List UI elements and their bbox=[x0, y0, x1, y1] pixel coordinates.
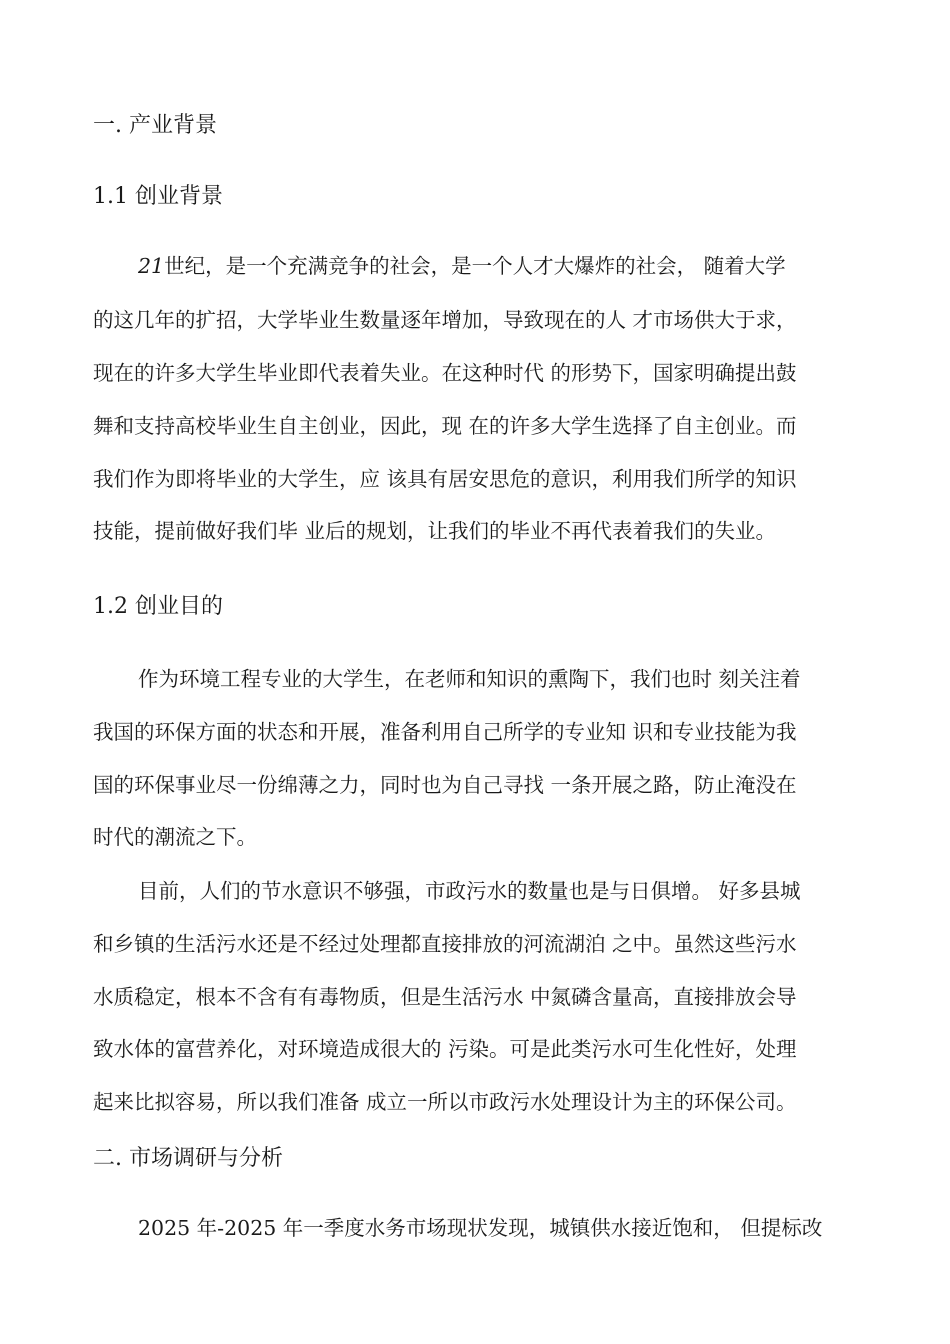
paragraph-line: 我国的环保方面的状态和开展，准备利用自己所学的专业知 识和专业技能为我 bbox=[93, 720, 797, 744]
paragraph-line: 水质稳定，根本不含有有毒物质，但是生活污水 中氮磷含量高，直接排放会导 bbox=[93, 985, 797, 1009]
paragraph-line: 我们作为即将毕业的大学生，应 该具有居安思危的意识，利用我们所学的知识 bbox=[93, 467, 797, 491]
paragraph-line: 致水体的富营养化，对环境造成很大的 污染。可是此类污水可生化性好，处理 bbox=[93, 1037, 797, 1061]
paragraph-line: 目前，人们的节水意识不够强，市政污水的数量也是与日俱增。 好多县城 bbox=[138, 879, 801, 903]
paragraph-line: 21世纪，是一个充满竞争的社会，是一个人才大爆炸的社会， 随着大学 bbox=[138, 254, 786, 278]
subsection-heading-startup-purpose: 1.2 创业目的 bbox=[93, 594, 223, 619]
paragraph-line: 时代的潮流之下。 bbox=[93, 825, 257, 849]
paragraph-line: 作为环境工程专业的大学生，在老师和知识的熏陶下，我们也时 刻关注着 bbox=[138, 667, 801, 691]
paragraph-line: 起来比拟容易，所以我们准备 成立一所以市政污水处理设计为主的环保公司。 bbox=[93, 1090, 797, 1114]
section-heading-industry-background: 一. 产业背景 bbox=[93, 113, 217, 138]
paragraph-line: 的这几年的扩招，大学毕业生数量逐年增加，导致现在的人 才市场供大于求， bbox=[93, 308, 797, 332]
paragraph-line: 和乡镇的生活污水还是不经过处理都直接排放的河流湖泊 之中。虽然这些污水 bbox=[93, 932, 797, 956]
paragraph-line: 国的环保事业尽一份绵薄之力，同时也为自己寻找 一条开展之路，防止淹没在 bbox=[93, 773, 797, 797]
paragraph-line: 技能，提前做好我们毕 业后的规划，让我们的毕业不再代表着我们的失业。 bbox=[93, 519, 777, 543]
subsection-heading-startup-background: 1.1 创业背景 bbox=[93, 184, 223, 209]
paragraph-line: 舞和支持高校毕业生自主创业，因此，现 在的许多大学生选择了自主创业。而 bbox=[93, 414, 797, 438]
paragraph-line: 现在的许多大学生毕业即代表着失业。在这种时代 的形势下，国家明确提出鼓 bbox=[93, 361, 797, 385]
section-heading-market-research: 二. 市场调研与分析 bbox=[93, 1146, 283, 1171]
paragraph-line: 2025 年-2025 年一季度水务市场现状发现，城镇供水接近饱和， 但提标改 bbox=[138, 1216, 823, 1240]
century-number: 21 bbox=[138, 254, 165, 278]
